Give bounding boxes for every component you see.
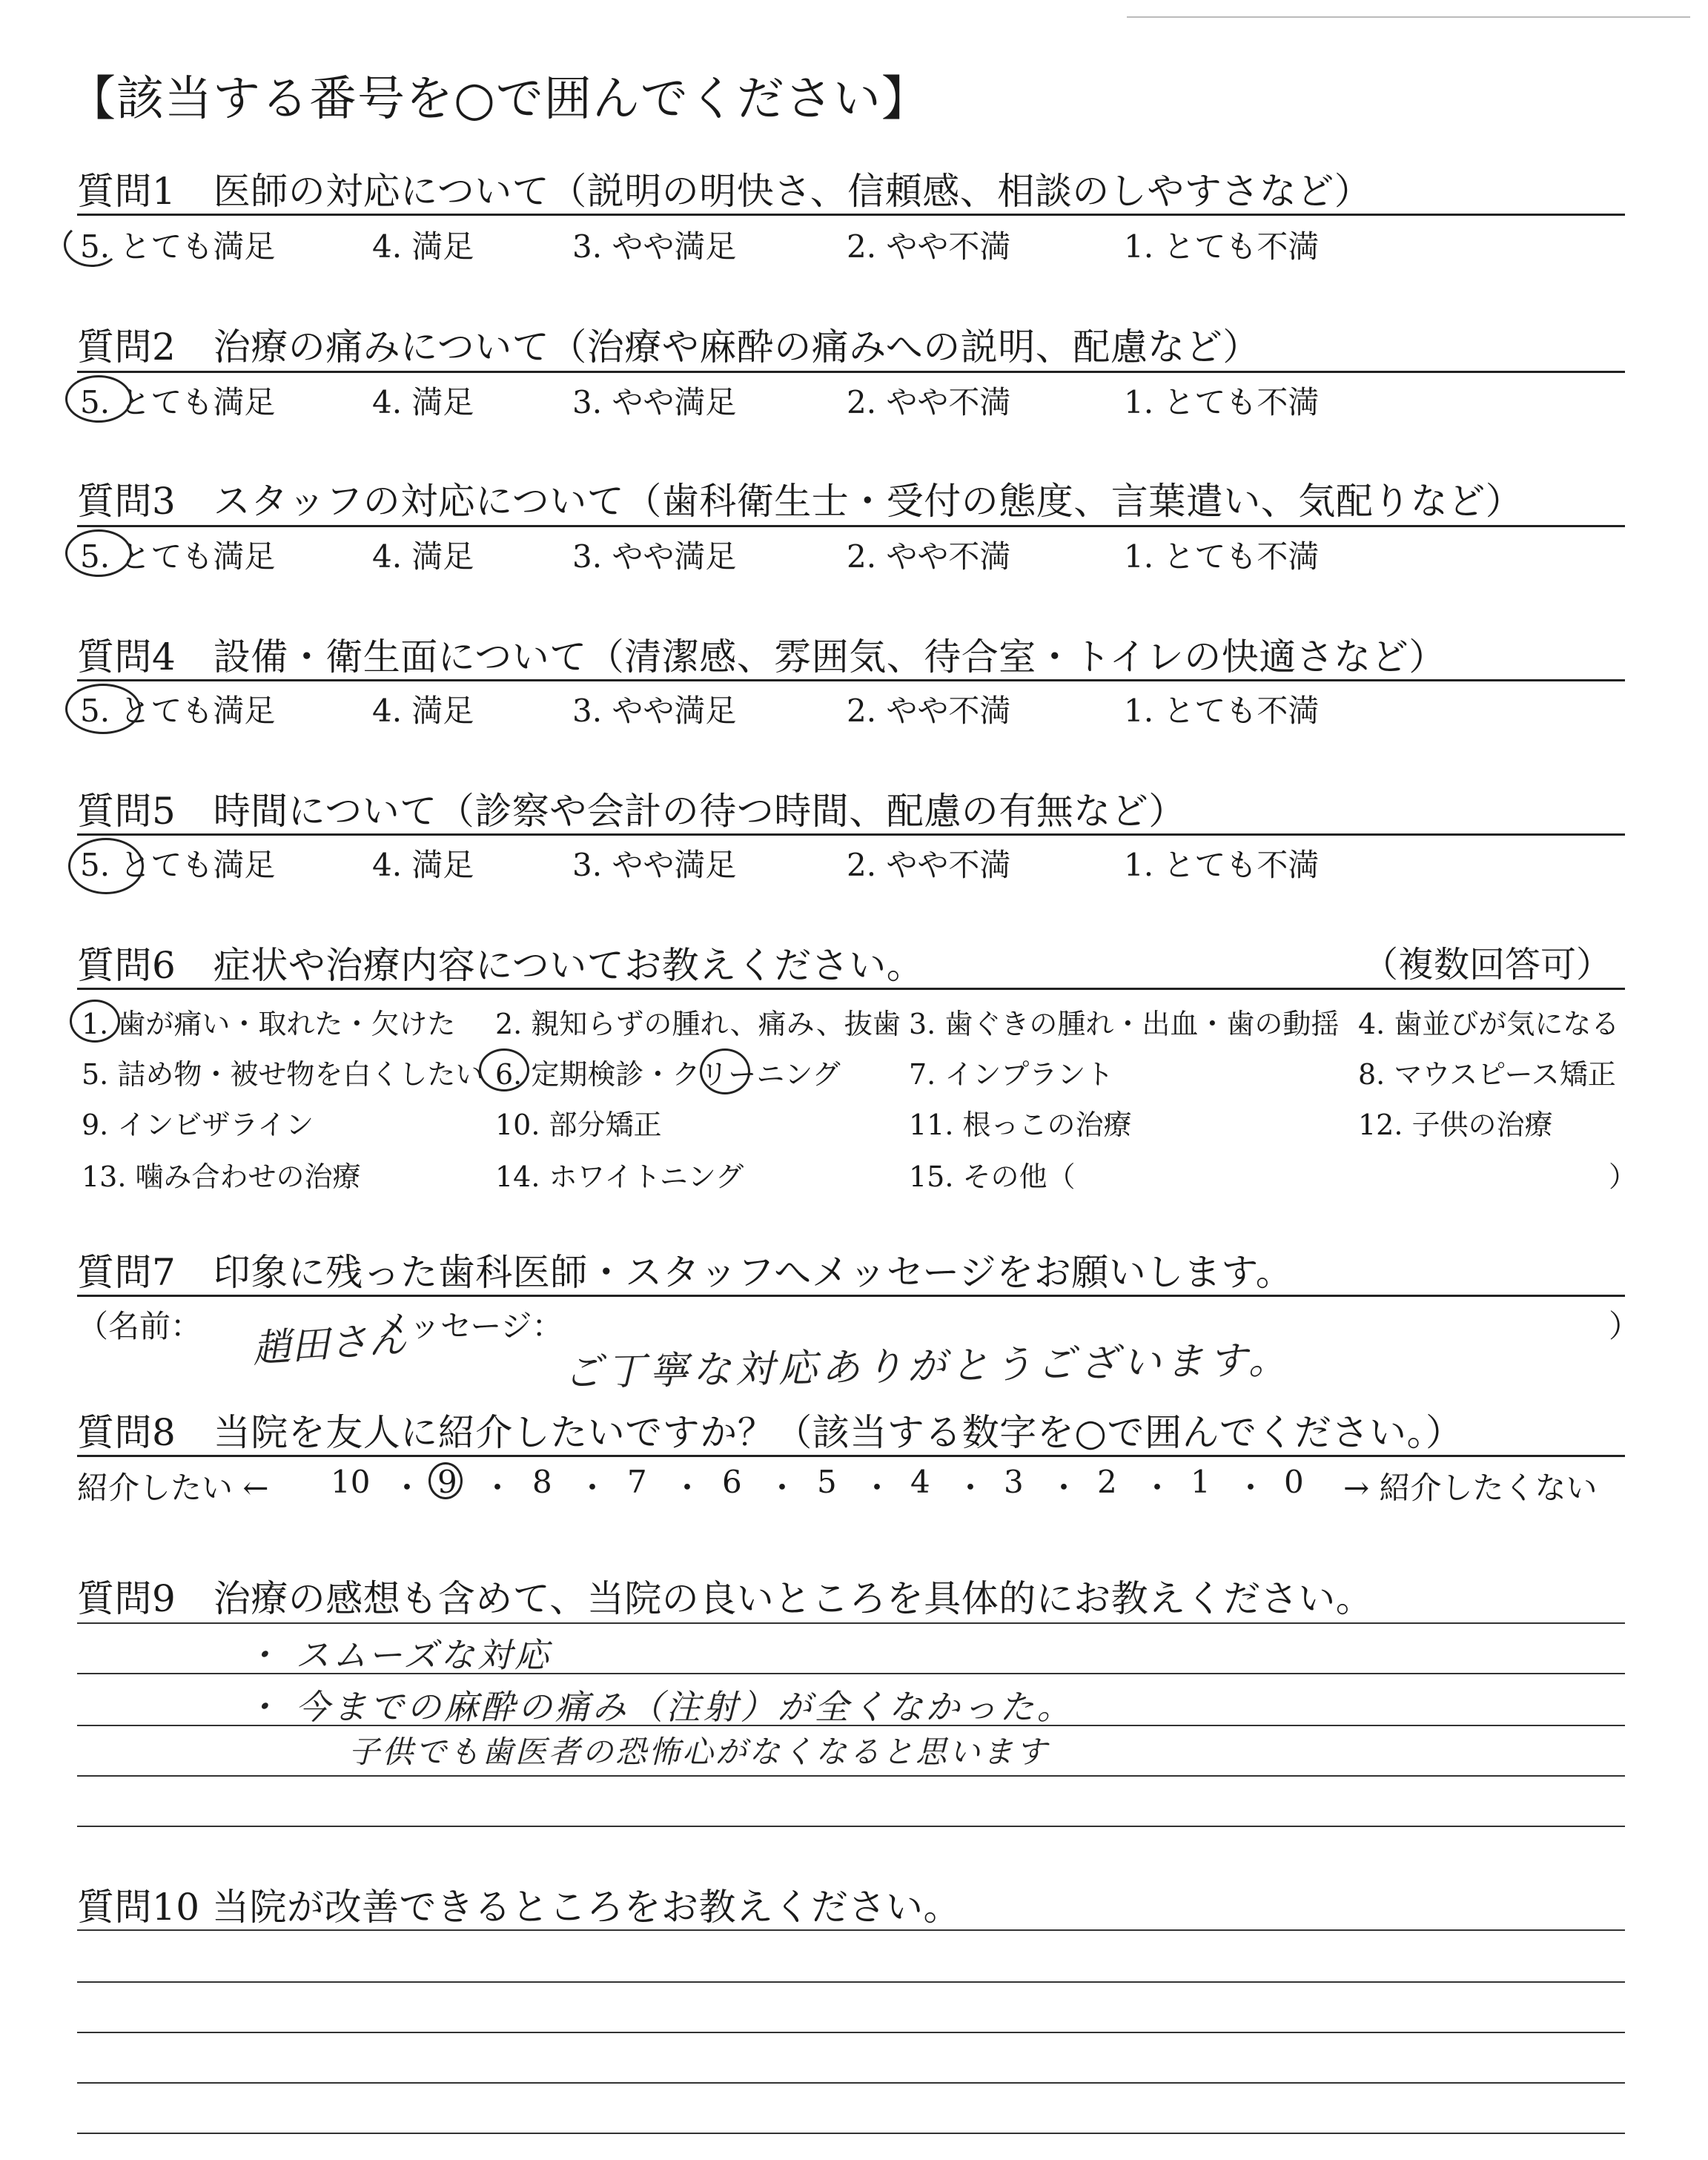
q8-scale-2[interactable]: 2	[1097, 1464, 1117, 1500]
q4-title: 質問4 設備・衛生面について（清潔感、雰囲気、待合室・トイレの快適さなど）	[77, 635, 1446, 678]
scan-edge-line	[1127, 16, 1690, 18]
q6-rule	[77, 988, 1625, 990]
q8-selection-circle	[428, 1462, 463, 1499]
q6-option-14[interactable]: 14. ホワイトニング	[495, 1160, 744, 1193]
q7-title: 質問7 印象に残った歯科医師・スタッフへメッセージをお願いします。	[77, 1251, 1294, 1294]
q9-handwritten-line-2: ・ 今までの麻酔の痛み（注射）が全くなかった。	[245, 1687, 1074, 1727]
q5-option-4[interactable]: 4. 満足	[372, 847, 474, 883]
q8-separator: ・	[577, 1470, 609, 1506]
q8-scale-3[interactable]: 3	[1004, 1464, 1024, 1500]
q4-option-1[interactable]: 1. とても不満	[1124, 693, 1320, 729]
q8-separator: ・	[955, 1470, 987, 1506]
q8-separator: ・	[1235, 1470, 1267, 1506]
q9-line-4	[77, 1775, 1625, 1777]
q7-close-paren: ）	[1609, 1308, 1641, 1344]
q2-option-3[interactable]: 3. やや満足	[572, 384, 737, 420]
q6-option-11[interactable]: 11. 根っこの治療	[909, 1109, 1132, 1141]
q8-scale-0[interactable]: 0	[1284, 1464, 1304, 1500]
q6-option-6[interactable]: 6. 定期検診・クリーニング	[495, 1058, 841, 1091]
q7-rule	[77, 1295, 1625, 1297]
page-title: 【該当する番号を○で囲んでください】	[68, 72, 930, 127]
q2-option-4[interactable]: 4. 満足	[372, 384, 474, 420]
q9-handwritten-line-1: ・ スムーズな対応	[245, 1635, 552, 1675]
q3-option-5[interactable]: 5. とても満足	[80, 538, 276, 575]
q8-scale-4[interactable]: 4	[910, 1464, 930, 1500]
q4-option-4[interactable]: 4. 満足	[372, 693, 474, 729]
q9-title: 質問9 治療の感想も含めて、当院の良いところを具体的にお教えください。	[77, 1577, 1374, 1620]
q5-rule	[77, 833, 1625, 836]
q1-option-2[interactable]: 2. やや不満	[847, 228, 1011, 265]
q8-scale-6[interactable]: 6	[722, 1464, 742, 1500]
q6-option-2[interactable]: 2. 親知らずの腫れ、痛み、抜歯	[495, 1008, 901, 1040]
q6-note: （複数回答可）	[1363, 944, 1612, 985]
q5-option-5[interactable]: 5. とても満足	[80, 847, 276, 883]
q1-option-5[interactable]: 5. とても満足	[80, 228, 276, 265]
q2-selection-circle	[65, 375, 132, 423]
q8-left-label: 紹介したい ←	[77, 1470, 269, 1506]
q1-option-3[interactable]: 3. やや満足	[572, 228, 737, 265]
q8-separator: ・	[861, 1470, 893, 1506]
q4-option-5[interactable]: 5. とても満足	[80, 693, 276, 729]
q8-right-label: → 紹介したくない	[1343, 1470, 1598, 1506]
q6-option-15-close: ）	[1609, 1160, 1638, 1193]
q3-selection-circle	[65, 529, 132, 577]
q5-option-1[interactable]: 1. とても不満	[1124, 847, 1320, 883]
q6-option-10[interactable]: 10. 部分矯正	[495, 1109, 662, 1141]
q7-handwritten-message: ご丁寧な対応ありがとうございます。	[563, 1338, 1292, 1396]
q10-line-3	[77, 2032, 1625, 2033]
q3-option-1[interactable]: 1. とても不満	[1124, 538, 1320, 575]
q4-selection-circle	[65, 684, 141, 734]
q6-selection-circle-6	[479, 1048, 529, 1091]
q1-option-1[interactable]: 1. とても不満	[1124, 228, 1320, 265]
q10-line-1	[77, 1929, 1625, 1931]
q2-option-2[interactable]: 2. やや不満	[847, 384, 1011, 420]
q6-option-7[interactable]: 7. インプラント	[909, 1058, 1114, 1091]
q2-option-5[interactable]: 5. とても満足	[80, 384, 276, 420]
q5-title: 質問5 時間について（診察や会計の待つ時間、配慮の有無など）	[77, 790, 1186, 833]
q8-scale-8[interactable]: 8	[532, 1464, 552, 1500]
q5-option-2[interactable]: 2. やや不満	[847, 847, 1011, 883]
q6-option-8[interactable]: 8. マウスピース矯正	[1358, 1058, 1616, 1091]
q7-handwritten-name: 趙田さん	[251, 1316, 408, 1373]
q8-scale-7[interactable]: 7	[627, 1464, 647, 1500]
q2-option-1[interactable]: 1. とても不満	[1124, 384, 1320, 420]
q8-rule	[77, 1455, 1625, 1457]
q9-line-1	[77, 1622, 1625, 1624]
q6-option-13[interactable]: 13. 噛み合わせの治療	[82, 1160, 361, 1193]
q8-title: 質問8 当院を友人に紹介したいですか？（該当する数字を○で囲んでください。）	[77, 1411, 1463, 1454]
q10-line-4	[77, 2082, 1625, 2084]
q3-rule	[77, 525, 1625, 527]
q1-selection-circle	[64, 222, 120, 267]
q6-stray-mark	[700, 1048, 750, 1094]
q4-option-2[interactable]: 2. やや不満	[847, 693, 1011, 729]
q8-separator: ・	[1142, 1470, 1174, 1506]
q7-message-label: メッセージ：	[378, 1308, 563, 1344]
q2-title: 質問2 治療の痛みについて（治療や麻酔の痛みへの説明、配慮など）	[77, 326, 1260, 369]
q6-option-9[interactable]: 9. インビザライン	[82, 1109, 314, 1141]
q6-option-3[interactable]: 3. 歯ぐきの腫れ・出血・歯の動揺	[909, 1008, 1340, 1040]
q6-option-4[interactable]: 4. 歯並びが気になる	[1358, 1008, 1620, 1040]
q1-rule	[77, 214, 1625, 216]
q8-separator: ・	[482, 1470, 514, 1506]
q8-separator: ・	[767, 1470, 798, 1506]
q10-title: 質問10 当院が改善できるところをお教えください。	[77, 1886, 961, 1929]
q8-scale-10[interactable]: 10	[331, 1464, 371, 1500]
q8-scale-1[interactable]: 1	[1191, 1464, 1211, 1500]
q10-line-5	[77, 2133, 1625, 2134]
q2-rule	[77, 371, 1625, 373]
q8-scale-9[interactable]: 9	[437, 1464, 457, 1500]
q8-separator: ・	[1048, 1470, 1080, 1506]
q5-option-3[interactable]: 3. やや満足	[572, 847, 737, 883]
q6-option-12[interactable]: 12. 子供の治療	[1358, 1109, 1553, 1141]
q6-option-1[interactable]: 1. 歯が痛い・取れた・欠けた	[82, 1008, 456, 1040]
q3-option-4[interactable]: 4. 満足	[372, 538, 474, 575]
q4-option-3[interactable]: 3. やや満足	[572, 693, 737, 729]
q5-selection-circle	[68, 838, 144, 894]
q6-selection-circle-1	[70, 1000, 120, 1043]
q7-name-label: （名前：	[77, 1308, 202, 1344]
q1-option-4[interactable]: 4. 満足	[372, 228, 474, 265]
q8-separator: ・	[672, 1470, 704, 1506]
q10-line-2	[77, 1981, 1625, 1983]
q6-title: 質問6 症状や治療内容についてお教えください。	[77, 944, 924, 987]
q3-option-2[interactable]: 2. やや不満	[847, 538, 1011, 575]
q6-option-5[interactable]: 5. 詰め物・被せ物を白くしたい	[82, 1058, 484, 1091]
q4-rule	[77, 679, 1625, 681]
q1-title: 質問1 医師の対応について（説明の明快さ、信頼感、相談のしやすさなど）	[77, 170, 1372, 213]
q3-title: 質問3 スタッフの対応について（歯科衛生士・受付の態度、言葉遣い、気配りなど）	[77, 480, 1523, 523]
q3-option-3[interactable]: 3. やや満足	[572, 538, 737, 575]
q9-line-5	[77, 1826, 1625, 1827]
q8-scale-5[interactable]: 5	[817, 1464, 837, 1500]
q9-handwritten-line-3: 子供でも歯医者の恐怖心がなくなると思います	[348, 1734, 1050, 1770]
q6-option-15[interactable]: 15. その他（	[909, 1160, 1076, 1193]
q8-separator: ・	[391, 1470, 423, 1506]
